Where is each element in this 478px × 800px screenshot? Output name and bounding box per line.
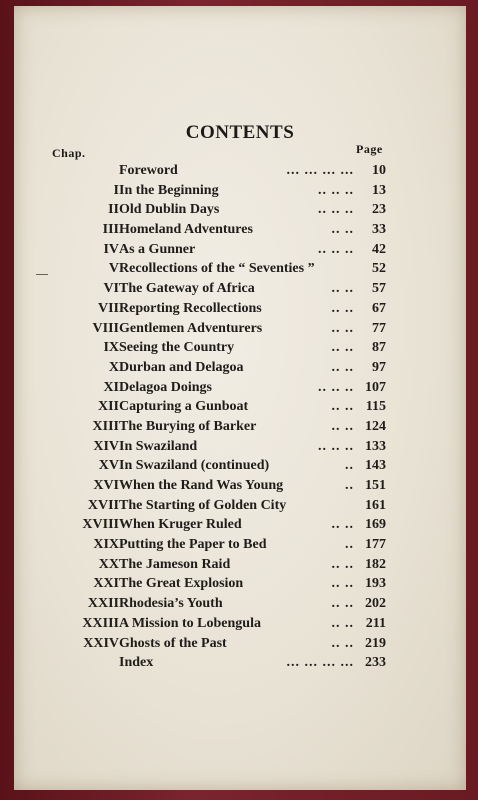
page-number: 115 <box>365 399 386 415</box>
chapter-number: XX <box>98 556 119 572</box>
chapter-title: The Jameson Raid <box>119 556 231 572</box>
leader-dots: .. .. <box>331 222 354 238</box>
chapter-title: Capturing a Gunboat <box>119 399 249 415</box>
page-number: 87 <box>372 340 386 356</box>
leader-dots: .. .. .. <box>318 438 354 454</box>
leader-dots: .. .. <box>331 596 354 612</box>
contents-entry <box>14 654 466 674</box>
chapter-title: The Starting of Golden City <box>119 497 287 513</box>
chapter-number: XVII <box>87 497 119 513</box>
page-number: 10 <box>372 163 386 178</box>
chapter-number: XI <box>103 379 119 395</box>
chapter-number: XIII <box>92 418 119 434</box>
chapter-title: Foreword <box>119 163 178 178</box>
contents-entry <box>14 497 466 517</box>
chapter-title: Delagoa Doings <box>119 379 212 395</box>
page-number: 169 <box>365 517 386 533</box>
page-number: 193 <box>365 576 386 592</box>
chapter-number: XXI <box>93 576 119 592</box>
contents-entry <box>14 379 466 399</box>
contents-entry <box>14 201 466 221</box>
contents-entry <box>14 162 466 182</box>
contents-entry <box>14 575 466 595</box>
page-number: 233 <box>365 655 386 671</box>
contents-entry <box>14 556 466 576</box>
chapter-number: VII <box>97 300 119 316</box>
chapter-title: Seeing the Country <box>119 340 235 356</box>
chapter-number: XVIII <box>82 517 119 533</box>
chapter-number: XII <box>97 399 119 415</box>
leader-dots: .. .. <box>331 300 354 316</box>
page-number: 107 <box>365 379 386 395</box>
leader-dots: ... ... ... ... <box>286 163 354 178</box>
chapter-title: When the Rand Was Young <box>119 478 284 493</box>
chapter-title: Durban and Delagoa <box>119 359 244 375</box>
leader-dots: ... ... ... ... <box>286 655 354 671</box>
chapter-number: VIII <box>92 320 119 336</box>
page-number: 182 <box>365 556 386 572</box>
contents-entry <box>14 320 466 340</box>
chapter-title: In Swaziland <box>119 438 198 454</box>
chapter-title: Homeland Adventures <box>119 222 253 238</box>
chapter-number: II <box>108 202 119 218</box>
leader-dots: .. .. .. <box>318 379 354 395</box>
leader-dots: .. .. <box>331 320 354 336</box>
leader-dots: .. .. .. <box>318 241 354 257</box>
chapter-number: X <box>108 359 119 375</box>
leader-dots: .. .. <box>331 635 354 651</box>
chapter-number: V <box>108 261 119 277</box>
contents-entry <box>14 635 466 655</box>
chapter-title: Gentlemen Adventurers <box>119 320 263 336</box>
page-number: 177 <box>365 537 386 553</box>
page-number: 23 <box>372 202 386 218</box>
chapter-number: IX <box>103 340 119 356</box>
chapter-number: XIV <box>93 438 119 454</box>
chapter-title: Ghosts of the Past <box>119 635 227 651</box>
contents-entry <box>14 398 466 418</box>
leader-dots: .. .. <box>331 418 354 434</box>
contents-entry <box>14 300 466 320</box>
page-number: 42 <box>372 241 386 257</box>
leader-dots: .. .. .. <box>318 202 354 218</box>
chapter-title: Reporting Recollections <box>119 300 262 316</box>
leader-dots: .. .. .. <box>318 182 354 198</box>
page-number: 97 <box>372 359 386 375</box>
chapter-number: IV <box>103 241 119 257</box>
contents-entry <box>14 260 466 280</box>
leader-dots: .. .. <box>331 359 354 375</box>
page-number: 124 <box>365 418 386 434</box>
chapter-number: XXII <box>87 596 119 612</box>
chapter-number: XIX <box>93 537 119 553</box>
chapter-column-header: Chap. <box>52 146 86 160</box>
page-number: 77 <box>372 320 386 336</box>
chapter-number: XV <box>98 458 119 474</box>
chapter-number: III <box>102 222 119 238</box>
chapter-title: Rhodesia’s Youth <box>119 596 223 612</box>
page-number: 211 <box>365 615 386 631</box>
chapter-title: As a Gunner <box>119 241 196 257</box>
contents-entry <box>14 280 466 300</box>
chapter-title: A Mission to Lobengula <box>119 615 261 631</box>
contents-entry <box>14 536 466 556</box>
chapter-title: Putting the Paper to Bed <box>119 537 267 553</box>
leader-dots: .. .. <box>331 399 354 415</box>
leader-dots: .. .. <box>331 615 354 631</box>
page-number: 151 <box>365 478 386 493</box>
chapter-title: In the Beginning <box>119 182 219 198</box>
chapter-title: Index <box>119 655 154 671</box>
contents-entry <box>14 339 466 359</box>
page-number: 161 <box>365 497 386 513</box>
contents-entry <box>14 182 466 202</box>
page-number: 52 <box>372 261 386 277</box>
contents-entry <box>14 457 466 477</box>
leader-dots: .. .. <box>331 340 354 356</box>
leader-dots: .. <box>345 537 354 553</box>
chapter-title: Recollections of the “ Seventies ” <box>119 261 315 277</box>
page-title: CONTENTS <box>185 122 295 143</box>
contents-entry <box>14 516 466 536</box>
contents-entry <box>14 438 466 458</box>
chapter-number: XXIII <box>82 615 119 631</box>
chapter-title: In Swaziland (continued) <box>119 458 270 474</box>
contents-entry <box>14 615 466 635</box>
page-number: 33 <box>372 222 386 238</box>
contents-entry <box>14 595 466 615</box>
chapter-title: The Burying of Barker <box>119 418 257 434</box>
page-number: 133 <box>365 438 386 454</box>
page-number: 57 <box>372 281 386 297</box>
chapter-number: VI <box>103 281 119 297</box>
contents-entry <box>14 221 466 241</box>
contents-entry <box>14 241 466 261</box>
page-number: 202 <box>365 596 386 612</box>
leader-dots: .. .. <box>331 281 354 297</box>
leader-dots: .. .. <box>331 556 354 572</box>
contents-page <box>14 6 466 790</box>
contents-entry <box>14 418 466 438</box>
chapter-title: The Great Explosion <box>119 576 244 592</box>
leader-dots: .. <box>345 478 354 493</box>
leader-dots: .. .. <box>331 576 354 592</box>
page-column-header: Page <box>356 142 383 156</box>
leader-dots: .. .. <box>331 517 354 533</box>
chapter-number: I <box>113 182 119 198</box>
page-number: 143 <box>365 458 386 474</box>
chapter-title: When Kruger Ruled <box>119 517 242 533</box>
chapter-title: The Gateway of Africa <box>119 281 255 297</box>
contents-entry <box>14 359 466 379</box>
chapter-number: XVI <box>93 478 119 493</box>
chapter-title: Old Dublin Days <box>119 202 220 218</box>
page-number: 13 <box>372 182 386 198</box>
page-number: 219 <box>365 635 386 651</box>
contents-entry <box>14 477 466 497</box>
page-number: 67 <box>372 300 386 316</box>
leader-dots: .. <box>345 458 354 474</box>
contents-list <box>14 162 466 674</box>
chapter-number: XXIV <box>83 635 119 651</box>
